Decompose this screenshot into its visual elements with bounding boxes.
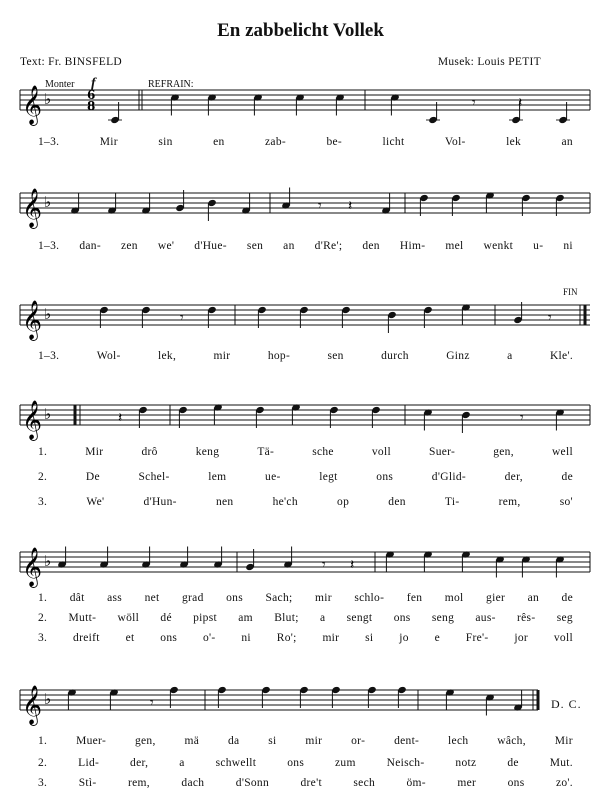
music-credit: Musek: Louis PETIT <box>437 56 541 68</box>
eighth-rest: 𝄾 <box>520 410 524 426</box>
lyric-word: durch <box>381 350 409 362</box>
lyric-line <box>38 592 573 604</box>
lyric-word: 1–3. <box>38 240 60 252</box>
lyric-word: der, <box>130 757 149 769</box>
lyric-line <box>38 240 573 252</box>
lyric-word: Stì- <box>78 777 97 789</box>
lyric-word: et <box>125 632 135 644</box>
key-signature-flat: ♭ <box>44 305 52 323</box>
lyric-word: Ti- <box>444 496 460 508</box>
lyric-word: lech <box>448 735 469 747</box>
lyric-word: Mut. <box>549 757 573 769</box>
lyric-word: we' <box>157 240 175 252</box>
lyric-word: Fre'- <box>465 632 489 644</box>
lyric-word: 1–3. <box>38 350 60 362</box>
lyric-word: voll <box>371 446 391 458</box>
lyric-word: 2. <box>38 757 48 769</box>
lyric-word: de <box>561 471 573 483</box>
lyric-word: dan- <box>79 240 101 252</box>
tempo-marking: Monter <box>45 79 75 90</box>
quarter-rest: 𝄽 <box>350 557 355 573</box>
lyric-word: de <box>507 757 519 769</box>
key-signature-flat: ♭ <box>44 552 52 570</box>
lyric-word: o'- <box>203 632 216 644</box>
lyric-word: Blut; <box>274 612 299 624</box>
lyric-word: dach <box>181 777 205 789</box>
key-signature-flat: ♭ <box>44 193 52 211</box>
lyric-word: an <box>283 240 295 252</box>
lyric-word: a <box>179 757 185 769</box>
lyric-word: Mir <box>99 136 118 148</box>
lyric-line <box>38 612 573 624</box>
lyric-word: notz <box>455 757 477 769</box>
lyric-word: seg <box>556 612 573 624</box>
lyric-word: der, <box>504 471 523 483</box>
lyric-word: legt <box>319 471 338 483</box>
lyric-word: ons <box>226 592 243 604</box>
quarter-rest: 𝄽 <box>118 410 123 426</box>
lyric-word: gier <box>486 592 506 604</box>
lyric-word: schlo- <box>354 592 385 604</box>
lyric-word: zo'. <box>555 777 573 789</box>
lyric-word: e <box>434 632 440 644</box>
lyric-word: 1. <box>38 592 48 604</box>
lyric-word: dent- <box>394 735 420 747</box>
lyric-word: 1–3. <box>38 136 60 148</box>
lyric-line <box>38 777 573 789</box>
lyric-word: be- <box>326 136 343 148</box>
lyric-word: lem <box>208 471 227 483</box>
quarter-rest: 𝄽 <box>518 95 523 111</box>
lyric-word: 3. <box>38 632 48 644</box>
lyric-word: 3. <box>38 496 48 508</box>
lyric-word: den <box>362 240 380 252</box>
lyric-word: Schel- <box>138 471 170 483</box>
lyric-word: dé <box>160 612 172 624</box>
lyric-word: sech <box>353 777 376 789</box>
fin-label: FIN <box>563 287 578 297</box>
lyric-word: We' <box>86 496 105 508</box>
lyric-word: 1. <box>38 446 48 458</box>
lyric-line <box>38 471 573 483</box>
lyric-word: Him- <box>399 240 426 252</box>
lyric-word: a <box>507 350 513 362</box>
lyric-word: dreift <box>73 632 100 644</box>
lyric-word: or- <box>351 735 366 747</box>
lyric-word: Ginz <box>446 350 470 362</box>
lyric-word: Lid- <box>78 757 100 769</box>
song-title: En zabbelicht Vollek <box>217 20 384 41</box>
lyric-word: fen <box>406 592 423 604</box>
lyric-word: hop- <box>267 350 291 362</box>
lyric-word: ons <box>393 612 411 624</box>
lyric-word: sen <box>327 350 344 362</box>
lyric-word: mir <box>213 350 231 362</box>
treble-clef: 𝄞 <box>22 188 43 228</box>
lyric-word: pipst <box>193 612 217 624</box>
treble-clef: 𝄞 <box>22 400 43 440</box>
eighth-rest: 𝄾 <box>548 310 552 326</box>
eighth-rest: 𝄾 <box>150 695 154 711</box>
lyric-word: 3. <box>38 777 48 789</box>
lyric-word: d'Hue- <box>194 240 227 252</box>
lyric-word: rem, <box>498 496 521 508</box>
lyric-word: lek <box>506 136 522 148</box>
lyric-word: Vol- <box>444 136 466 148</box>
lyric-word: sengt <box>346 612 373 624</box>
lyric-word: ue- <box>265 471 281 483</box>
lyric-word: wâch, <box>497 735 526 747</box>
lyric-word: grad <box>181 592 204 604</box>
lyric-word: wöll <box>117 612 140 624</box>
lyric-word: sche <box>312 446 334 458</box>
lyric-word: am <box>238 612 253 624</box>
key-signature-flat: ♭ <box>44 405 52 423</box>
refrain-label: REFRAIN: <box>148 79 194 90</box>
lyric-word: De <box>85 471 100 483</box>
lyric-word: ass <box>107 592 123 604</box>
lyric-word: seng <box>431 612 455 624</box>
lyric-word: Mutt- <box>68 612 97 624</box>
da-capo-label: D. C. <box>551 697 582 711</box>
lyric-word: dât <box>69 592 85 604</box>
lyric-word: den <box>388 496 406 508</box>
lyric-word: da <box>227 735 240 747</box>
lyric-word: jor <box>514 632 529 644</box>
lyric-word: ons <box>160 632 178 644</box>
eighth-rest: 𝄾 <box>322 557 326 573</box>
treble-clef: 𝄞 <box>22 685 43 725</box>
lyric-word: ni <box>241 632 251 644</box>
lyric-word: Tä- <box>257 446 275 458</box>
eighth-rest: 𝄾 <box>472 95 476 111</box>
lyric-word: op <box>337 496 350 508</box>
lyric-word: Wol- <box>96 350 121 362</box>
lyric-word: net <box>144 592 160 604</box>
lyric-word: si <box>268 735 277 747</box>
lyric-word: ons <box>507 777 525 789</box>
lyric-word: he'ch <box>272 496 298 508</box>
lyric-word: voll <box>553 632 573 644</box>
lyric-word: si <box>365 632 374 644</box>
quarter-rest: 𝄽 <box>348 198 353 214</box>
lyric-word: wenkt <box>483 240 514 252</box>
lyric-word: keng <box>195 446 220 458</box>
lyric-word: 2. <box>38 612 48 624</box>
time-signature-bottom: 8 <box>87 99 96 113</box>
key-signature-flat: ♭ <box>44 90 52 108</box>
key-signature-flat: ♭ <box>44 690 52 708</box>
lyric-word: öm- <box>406 777 426 789</box>
lyric-word: schwellt <box>215 757 257 769</box>
lyric-line <box>38 757 573 769</box>
lyric-line <box>38 632 573 644</box>
lyric-word: de <box>561 592 573 604</box>
lyric-word: sin <box>158 136 173 148</box>
lyric-word: aus- <box>475 612 496 624</box>
eighth-rest: 𝄾 <box>180 310 184 326</box>
lyric-word: jo <box>399 632 409 644</box>
lyric-word: well <box>551 446 573 458</box>
lyric-line <box>38 446 573 458</box>
lyric-word: mir <box>314 592 332 604</box>
lyric-word: ons <box>376 471 394 483</box>
eighth-rest: 𝄾 <box>318 198 322 214</box>
dynamic-marking: f <box>91 76 96 91</box>
lyric-word: u- <box>533 240 544 252</box>
lyric-word: an <box>527 592 540 604</box>
lyric-word: drô <box>141 446 158 458</box>
lyric-word: mir <box>322 632 340 644</box>
lyric-word: gen, <box>493 446 514 458</box>
lyric-word: sen <box>246 240 264 252</box>
lyric-word: ons <box>287 757 305 769</box>
lyric-word: Mir <box>85 446 104 458</box>
lyric-word: mel <box>445 240 464 252</box>
lyric-word: mä <box>184 735 200 747</box>
lyric-word: ni <box>563 240 573 252</box>
time-signature-top: 6 <box>87 88 96 102</box>
lyric-word: licht <box>382 136 405 148</box>
lyric-word: d'Glid- <box>431 471 466 483</box>
lyric-word: d'Sonn <box>235 777 270 789</box>
lyric-line <box>38 350 573 362</box>
lyric-word: mol <box>444 592 464 604</box>
lyric-word: Muer- <box>76 735 107 747</box>
lyric-word: gen, <box>134 735 156 747</box>
lyric-word: rem, <box>127 777 150 789</box>
lyric-word: mir <box>305 735 323 747</box>
lyric-word: en <box>213 136 225 148</box>
treble-clef: 𝄞 <box>22 547 43 587</box>
lyric-word: nen <box>215 496 234 508</box>
lyric-word: mer <box>457 777 477 789</box>
lyric-word: Suer- <box>429 446 456 458</box>
lyric-word: Ro'; <box>276 632 297 644</box>
text-credit: Text: Fr. BINSFELD <box>20 56 123 68</box>
lyric-word: zen <box>121 240 138 252</box>
lyric-word: so' <box>559 496 573 508</box>
lyric-word: a <box>319 612 326 624</box>
lyric-line <box>38 136 573 148</box>
treble-clef: 𝄞 <box>22 85 43 125</box>
lyric-word: zum <box>335 757 356 769</box>
lyric-word: Neisch- <box>386 757 425 769</box>
lyric-word: lek, <box>158 350 177 362</box>
lyric-word: zab- <box>265 136 287 148</box>
lyric-word: Kle'. <box>549 350 573 362</box>
lyric-word: d'Hun- <box>143 496 177 508</box>
lyric-line <box>38 735 573 747</box>
lyric-word: an <box>561 136 573 148</box>
lyric-word: d'Re'; <box>314 240 343 252</box>
lyric-word: Sach; <box>265 592 293 604</box>
lyric-word: dre't <box>300 777 322 789</box>
treble-clef: 𝄞 <box>22 300 43 340</box>
lyric-word: rês- <box>517 612 536 624</box>
lyric-word: 1. <box>38 735 48 747</box>
lyric-line <box>38 496 573 508</box>
lyric-word: Mir <box>554 735 573 747</box>
lyric-word: 2. <box>38 471 48 483</box>
